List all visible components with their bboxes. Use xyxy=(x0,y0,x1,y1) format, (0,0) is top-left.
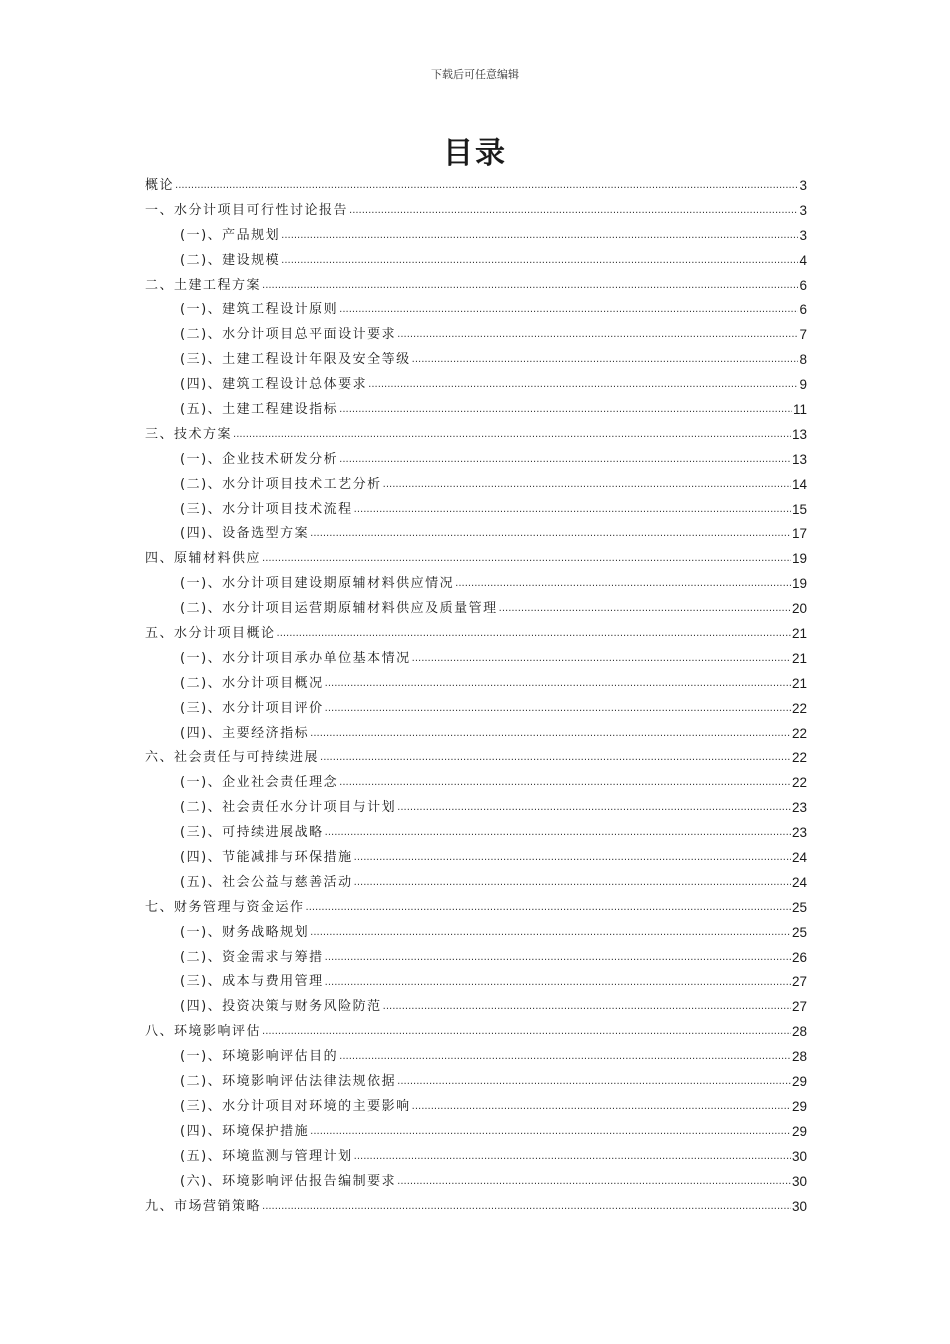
toc-subentry[interactable] xyxy=(145,946,807,971)
toc-dot-leader xyxy=(325,697,791,722)
toc-dot-leader xyxy=(262,1195,791,1220)
toc-entry-label: (三)、成本与费用管理 xyxy=(180,974,324,990)
toc-page-number: 27 xyxy=(791,999,807,1015)
toc-entry-label: (五)、土建工程建设指标 xyxy=(180,402,339,417)
toc-page-number: 28 xyxy=(791,1049,807,1065)
toc-subentry[interactable] xyxy=(145,597,807,622)
toc-page-number: 14 xyxy=(791,476,807,492)
toc-entry[interactable] xyxy=(145,1195,807,1220)
toc-entry-label: 七、财务管理与资金运作 xyxy=(145,899,305,915)
toc-subentry[interactable] xyxy=(145,522,807,547)
toc-dot-leader xyxy=(281,249,798,274)
toc-entry[interactable] xyxy=(145,622,807,647)
toc-page-number: 22 xyxy=(791,725,807,741)
toc-dot-leader xyxy=(339,771,791,796)
toc-entry-label: (四)、建筑工程设计总体要求 xyxy=(180,377,368,393)
toc-dot-leader xyxy=(339,448,791,473)
toc-entry[interactable] xyxy=(145,423,807,448)
toc-page-number: 6 xyxy=(799,277,807,293)
toc-dot-leader xyxy=(354,1145,791,1170)
toc-page-number: 13 xyxy=(791,426,807,442)
toc-subentry[interactable] xyxy=(145,448,807,473)
toc-subentry[interactable] xyxy=(145,473,807,498)
toc-subentry[interactable] xyxy=(145,697,807,722)
toc-dot-leader xyxy=(175,174,798,199)
toc-entry-label: (二)、水分计项目技术工艺分析 xyxy=(180,476,382,492)
toc-page-number: 20 xyxy=(791,601,807,617)
toc-entry-label: (三)、可持续进展战略 xyxy=(180,825,324,841)
toc-dot-leader xyxy=(262,274,798,299)
toc-entry-label: (六)、环境影响评估报告编制要求 xyxy=(180,1173,397,1189)
toc-entry[interactable] xyxy=(145,174,807,199)
toc-page-number: 25 xyxy=(791,924,807,940)
toc-dot-leader xyxy=(397,1070,791,1095)
toc-entry-label: (一)、建筑工程设计原则 xyxy=(180,302,339,318)
toc-subentry[interactable] xyxy=(145,224,807,249)
toc-entry-label: (三)、土建工程设计年限及安全等级 xyxy=(180,352,411,368)
toc-page-number: 29 xyxy=(791,1098,807,1114)
toc-entry[interactable] xyxy=(145,199,807,224)
toc-dot-leader xyxy=(397,323,798,348)
toc-dot-leader xyxy=(368,373,798,398)
toc-entry-label: (二)、水分计项目运营期原辅材料供应及质量管理 xyxy=(180,601,498,617)
toc-entry-label: 四、原辅材料供应 xyxy=(145,551,262,567)
toc-entry-label: (二)、社会责任水分计项目与计划 xyxy=(180,800,397,816)
toc-subentry[interactable] xyxy=(145,647,807,672)
toc-entry-label: (四)、环境保护措施 xyxy=(180,1123,310,1139)
toc-entry-label: 三、技术方案 xyxy=(145,426,233,442)
toc-entry-label: (一)、企业技术研发分析 xyxy=(180,451,339,467)
toc-page-number: 7 xyxy=(799,327,807,343)
toc-page-number: 30 xyxy=(791,1198,807,1214)
toc-subentry[interactable] xyxy=(145,1145,807,1170)
toc-entry-label: (一)、水分计项目承办单位基本情况 xyxy=(180,650,411,666)
toc-dot-leader xyxy=(320,746,791,771)
toc-dot-leader xyxy=(325,971,791,996)
toc-entry-label: 一、水分计项目可行性讨论报告 xyxy=(145,202,349,218)
toc-subentry[interactable] xyxy=(145,796,807,821)
page-header: 下载后可任意编辑 xyxy=(431,68,519,81)
toc-page-number: 21 xyxy=(791,675,807,691)
toc-dot-leader xyxy=(325,946,791,971)
toc-page-number: 28 xyxy=(791,1024,807,1040)
toc-dot-leader xyxy=(339,1045,791,1070)
toc-entry-label: (四)、设备选型方案 xyxy=(180,526,310,542)
toc-page-number: 6 xyxy=(799,302,807,318)
toc-dot-leader xyxy=(277,622,791,647)
toc-entry-label: (二)、水分计项目概况 xyxy=(180,675,324,691)
toc-subentry[interactable] xyxy=(145,572,807,597)
toc-entry-label: (三)、水分计项目技术流程 xyxy=(180,501,353,517)
toc-entry-label: (二)、资金需求与筹措 xyxy=(180,949,324,965)
toc-subentry[interactable] xyxy=(145,348,807,373)
toc-dot-leader xyxy=(354,846,791,871)
toc-subentry[interactable] xyxy=(145,323,807,348)
toc-page-number: 22 xyxy=(791,750,807,766)
toc-page-number: 8 xyxy=(799,352,807,368)
toc-dot-leader xyxy=(339,398,792,423)
toc-page-number: 13 xyxy=(791,451,807,467)
toc-dot-leader xyxy=(412,348,799,373)
toc-subentry[interactable] xyxy=(145,846,807,871)
toc-page-number: 24 xyxy=(791,850,807,866)
toc-dot-leader xyxy=(339,298,798,323)
toc-dot-leader xyxy=(412,647,791,672)
toc-page-number: 22 xyxy=(791,775,807,791)
toc-entry-label: (五)、社会公益与慈善活动 xyxy=(180,874,353,890)
toc-dot-leader xyxy=(233,423,791,448)
toc-entry-label: (一)、水分计项目建设期原辅材料供应情况 xyxy=(180,576,455,592)
toc-dot-leader xyxy=(412,1095,791,1120)
toc-page-number: 30 xyxy=(791,1173,807,1189)
toc-entry-label: 八、环境影响评估 xyxy=(145,1024,262,1040)
toc-dot-leader xyxy=(383,995,791,1020)
toc-entry-label: (四)、投资决策与财务风险防范 xyxy=(180,999,382,1015)
toc-dot-leader xyxy=(310,1120,791,1145)
toc-dot-leader xyxy=(354,498,791,523)
toc-entry-label: 五、水分计项目概论 xyxy=(145,626,276,642)
toc-entry-label: 六、社会责任与可持续进展 xyxy=(145,750,320,766)
table-of-contents xyxy=(145,174,807,1219)
page-title: 目录 xyxy=(443,136,507,171)
toc-dot-leader xyxy=(310,921,791,946)
toc-dot-leader xyxy=(310,522,791,547)
toc-subentry[interactable] xyxy=(145,1120,807,1145)
toc-subentry[interactable] xyxy=(145,821,807,846)
toc-page-number: 21 xyxy=(791,626,807,642)
toc-page-number: 23 xyxy=(791,825,807,841)
toc-page-number: 30 xyxy=(791,1148,807,1164)
toc-dot-leader xyxy=(310,722,791,747)
toc-entry[interactable] xyxy=(145,1020,807,1045)
toc-page-number: 29 xyxy=(791,1074,807,1090)
toc-dot-leader xyxy=(397,796,791,821)
toc-page-number: 22 xyxy=(791,700,807,716)
toc-entry-label: 概论 xyxy=(145,177,175,193)
toc-subentry[interactable] xyxy=(145,1070,807,1095)
toc-subentry[interactable] xyxy=(145,298,807,323)
toc-page-number: 17 xyxy=(791,526,807,542)
toc-entry-label: (二)、建设规模 xyxy=(180,252,281,268)
toc-subentry[interactable] xyxy=(145,871,807,896)
toc-subentry[interactable] xyxy=(145,722,807,747)
toc-entry-label: (三)、水分计项目对环境的主要影响 xyxy=(180,1098,411,1114)
toc-dot-leader xyxy=(325,821,791,846)
toc-dot-leader xyxy=(397,1170,791,1195)
toc-entry-label: (一)、财务战略规划 xyxy=(180,924,310,940)
toc-dot-leader xyxy=(349,199,798,224)
toc-dot-leader xyxy=(262,1020,791,1045)
toc-dot-leader xyxy=(306,896,791,921)
toc-page-number: 25 xyxy=(791,899,807,915)
toc-subentry[interactable] xyxy=(145,249,807,274)
toc-page-number: 3 xyxy=(799,202,807,218)
toc-page-number: 3 xyxy=(799,177,807,193)
toc-subentry[interactable] xyxy=(145,1095,807,1120)
toc-entry-label: (二)、环境影响评估法律法规依据 xyxy=(180,1074,397,1090)
toc-page-number: 24 xyxy=(791,874,807,890)
toc-page-number: 27 xyxy=(791,974,807,990)
toc-subentry[interactable] xyxy=(145,398,807,423)
toc-page-number: 21 xyxy=(791,650,807,666)
toc-entry-label: (三)、水分计项目评价 xyxy=(180,700,324,716)
toc-page-number: 15 xyxy=(791,501,807,517)
toc-entry[interactable] xyxy=(145,547,807,572)
toc-entry-label: (四)、节能减排与环保措施 xyxy=(180,850,353,866)
toc-entry-label: 二、土建工程方案 xyxy=(145,277,262,293)
toc-dot-leader xyxy=(499,597,791,622)
toc-entry-label: (二)、水分计项目总平面设计要求 xyxy=(180,327,397,343)
toc-subentry[interactable] xyxy=(145,921,807,946)
toc-page-number: 3 xyxy=(799,227,807,243)
toc-page-number: 9 xyxy=(799,377,807,393)
toc-dot-leader xyxy=(354,871,791,896)
toc-page-number: 26 xyxy=(791,949,807,965)
toc-page-number: 19 xyxy=(791,576,807,592)
toc-page-number: 29 xyxy=(791,1123,807,1139)
toc-entry-label: (一)、企业社会责任理念 xyxy=(180,775,339,791)
toc-page-number: 11 xyxy=(792,402,807,417)
toc-subentry[interactable] xyxy=(145,1045,807,1070)
toc-subentry[interactable] xyxy=(145,498,807,523)
toc-page-number: 19 xyxy=(791,551,807,567)
toc-subentry[interactable] xyxy=(145,771,807,796)
toc-entry-label: (一)、产品规划 xyxy=(180,227,281,243)
toc-dot-leader xyxy=(383,473,791,498)
toc-dot-leader xyxy=(262,547,791,572)
toc-entry[interactable] xyxy=(145,274,807,299)
toc-subentry[interactable] xyxy=(145,373,807,398)
toc-entry-label: (一)、环境影响评估目的 xyxy=(180,1049,339,1065)
toc-entry-label: (四)、主要经济指标 xyxy=(180,725,310,741)
toc-entry-label: (五)、环境监测与管理计划 xyxy=(180,1148,353,1164)
toc-subentry[interactable] xyxy=(145,672,807,697)
toc-subentry[interactable] xyxy=(145,1170,807,1195)
toc-page-number: 4 xyxy=(799,252,807,268)
toc-entry[interactable] xyxy=(145,896,807,921)
toc-page-number: 23 xyxy=(791,800,807,816)
toc-entry[interactable] xyxy=(145,746,807,771)
toc-dot-leader xyxy=(325,672,791,697)
toc-subentry[interactable] xyxy=(145,971,807,996)
toc-dot-leader xyxy=(281,224,798,249)
toc-entry-label: 九、市场营销策略 xyxy=(145,1198,262,1214)
toc-dot-leader xyxy=(455,572,791,597)
toc-subentry[interactable] xyxy=(145,995,807,1020)
